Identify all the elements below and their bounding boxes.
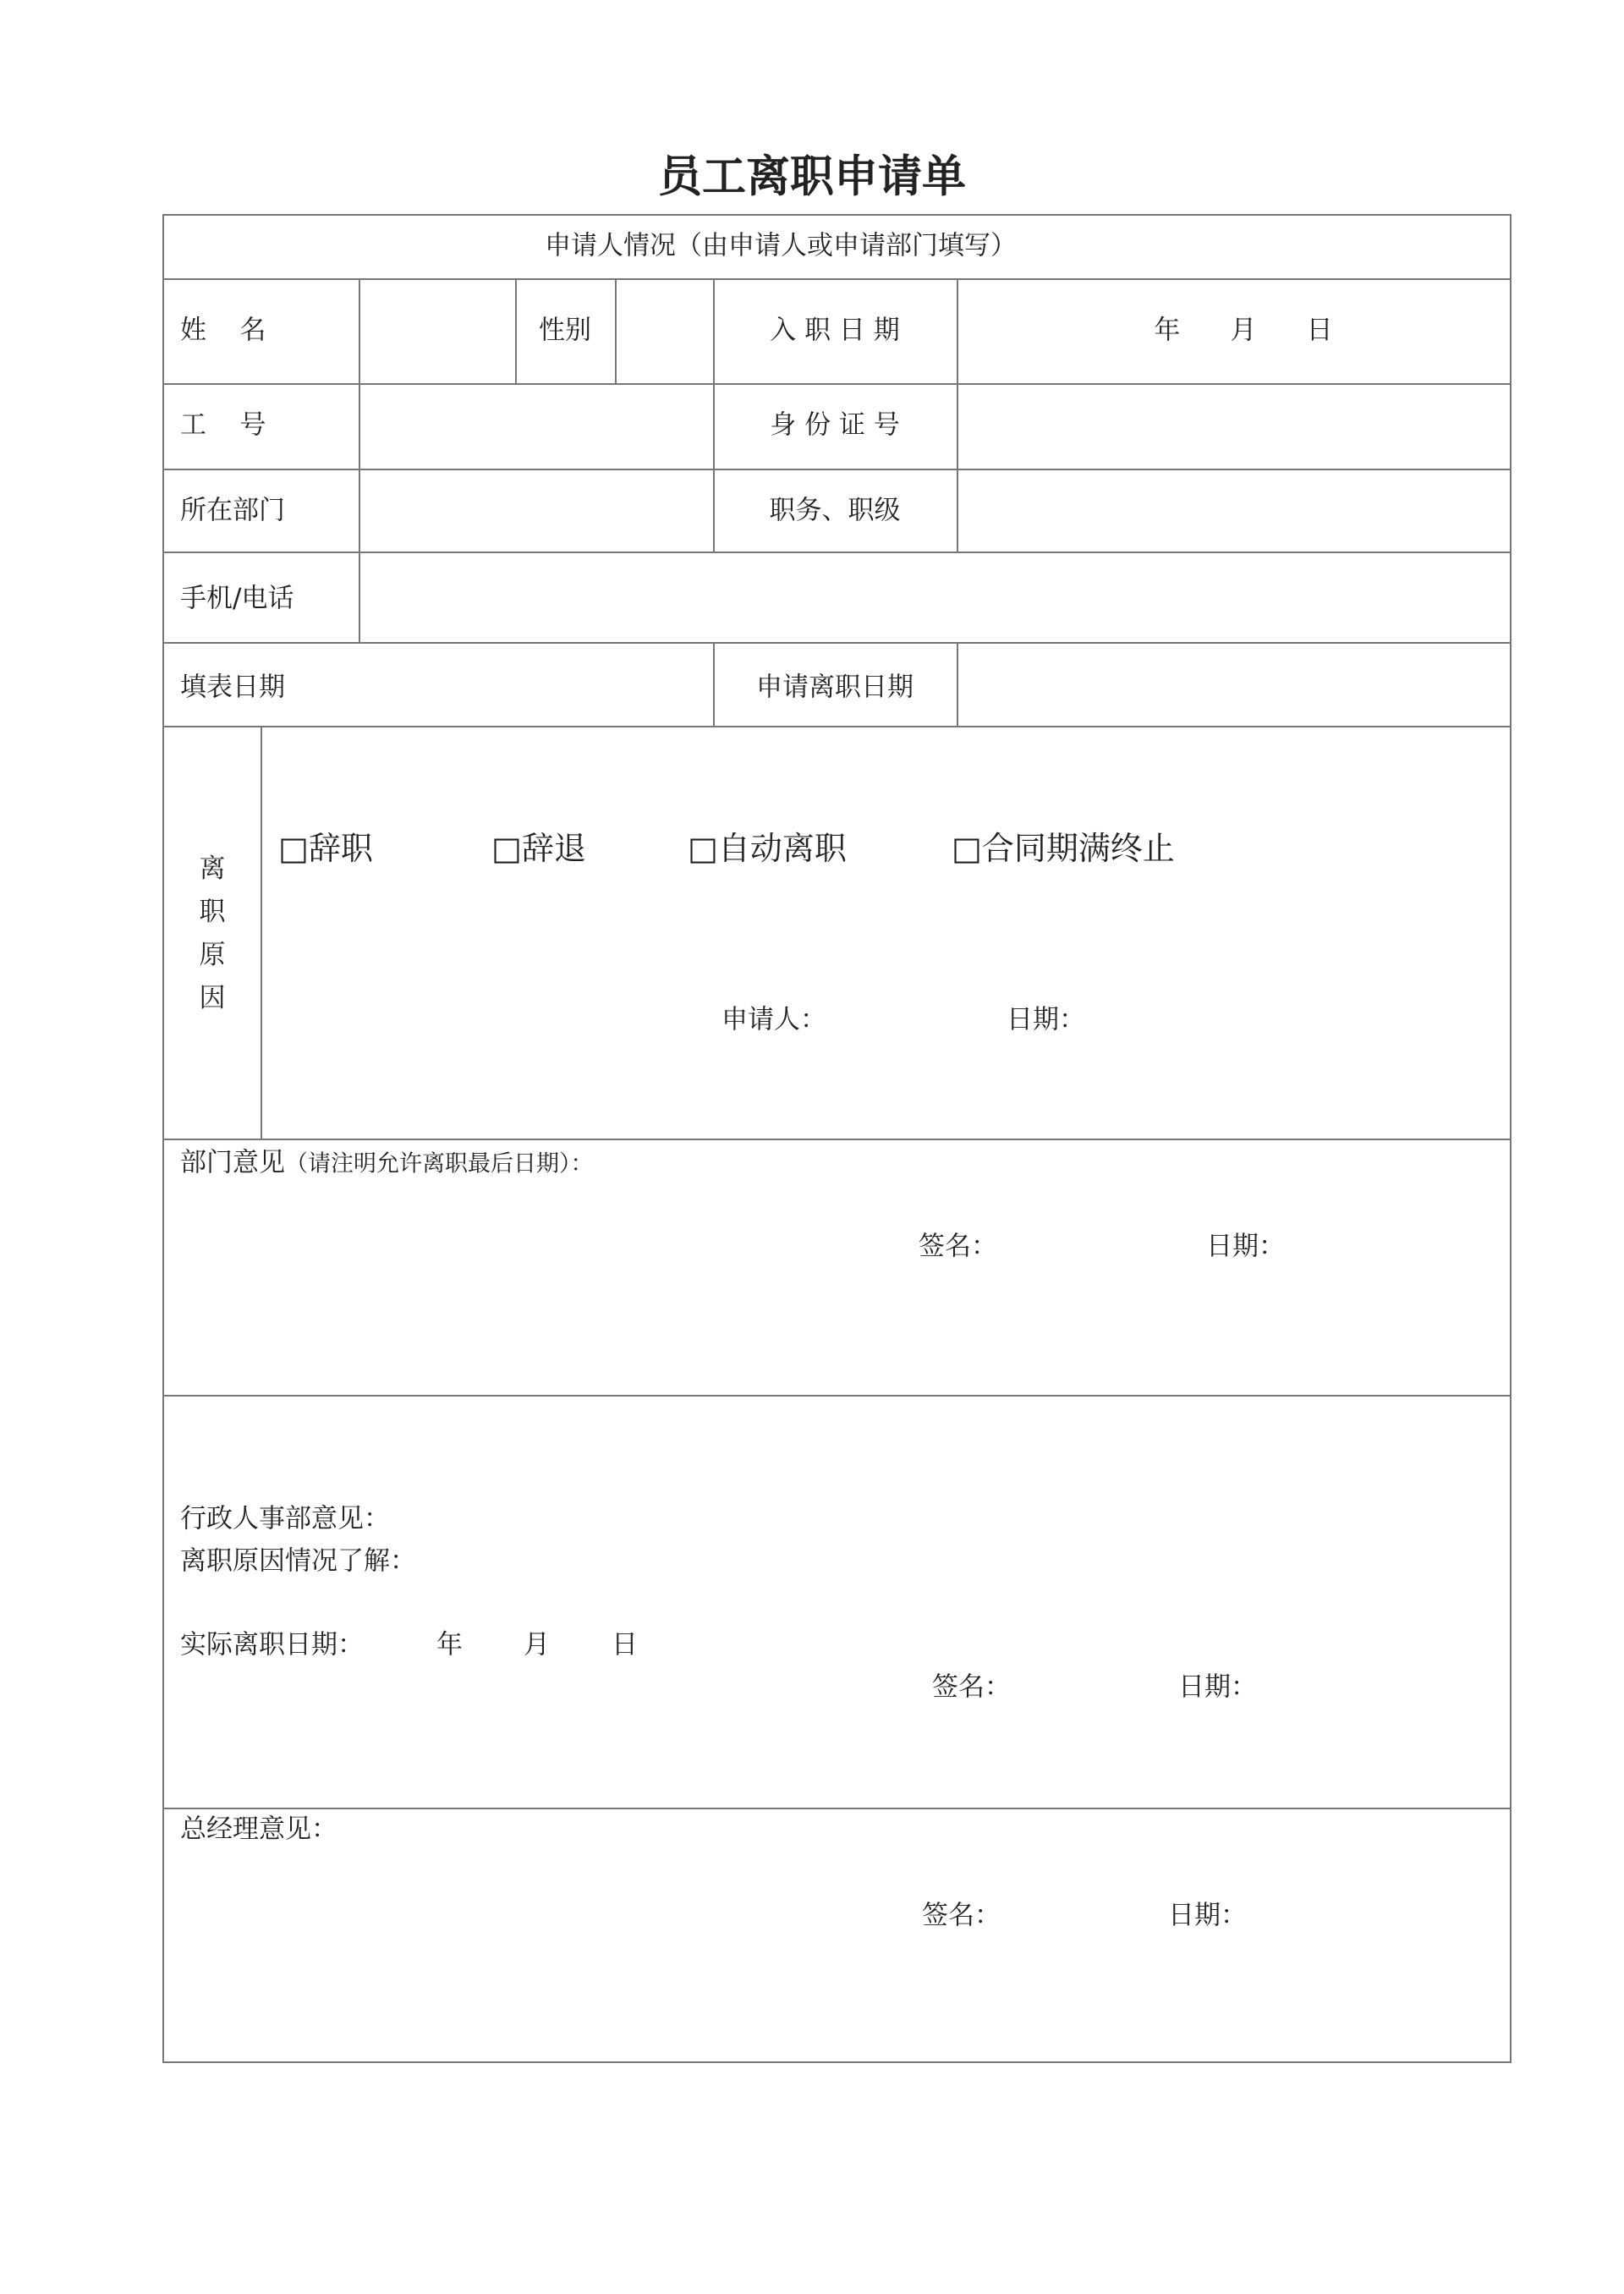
checkbox-dismissed[interactable]: □辞退 [491, 830, 586, 867]
divider [713, 278, 715, 552]
hr-signature-label: 签名： [932, 1671, 1011, 1703]
reason-understanding-label: 离职原因情况了解： [180, 1545, 416, 1577]
applicant-label: 申请人： [721, 1004, 826, 1035]
checkbox-self-leave[interactable]: □自动离职 [688, 830, 847, 867]
divider [162, 552, 1512, 553]
divider [162, 469, 1512, 470]
gm-signature-label: 签名： [922, 1900, 1001, 1931]
gender-label: 性别 [539, 315, 591, 346]
divider [957, 642, 958, 726]
checkbox-contract-end[interactable]: □合同期满终止 [952, 830, 1175, 867]
section-header: 申请人情况（由申请人或申请部门填写） [545, 230, 1017, 261]
divider [713, 642, 715, 726]
divider [359, 278, 360, 642]
dept-opinion-label [180, 1147, 594, 1178]
divider [162, 1808, 1512, 1809]
divider [957, 278, 958, 552]
divider [515, 278, 517, 383]
divider [261, 726, 262, 1139]
reason-date-label: 日期： [1007, 1004, 1085, 1035]
dept-opinion-title: 部门意见 [180, 1147, 285, 1178]
divider [162, 642, 1512, 644]
divider [162, 383, 1512, 385]
actual-date-label: 实际离职日期： [180, 1629, 364, 1660]
divider [162, 1395, 1512, 1397]
employee-id-label: 工 号 [180, 409, 266, 441]
divider [615, 278, 617, 383]
hr-opinion-label: 行政人事部意见： [180, 1503, 390, 1534]
phone-label: 手机/电话 [180, 583, 294, 614]
page-title: 员工离职申请单 [657, 151, 967, 203]
fill-date-label: 填表日期 [180, 672, 285, 703]
divider [162, 726, 1512, 727]
reason-label: 离职原因 [199, 853, 226, 1013]
dept-signature-label: 签名： [919, 1231, 997, 1262]
dept-opinion-note: （请注明允许离职最后日期）： [285, 1150, 594, 1177]
divider [162, 278, 1512, 280]
day-label: 日 [612, 1629, 638, 1660]
dept-date-label: 日期： [1206, 1231, 1285, 1262]
checkbox-resign[interactable]: □辞职 [278, 830, 373, 867]
resign-date-label: 申请离职日期 [756, 672, 914, 703]
year-label: 年 [436, 1629, 463, 1660]
divider [162, 1139, 1512, 1140]
id-number-label: 身 份 证 号 [770, 409, 900, 441]
gm-opinion-label: 总经理意见： [180, 1814, 337, 1845]
department-label: 所在部门 [180, 495, 285, 526]
hire-date-value[interactable]: 年 月 日 [1154, 315, 1333, 346]
gm-date-label: 日期： [1168, 1900, 1247, 1931]
hr-date-label: 日期： [1178, 1671, 1257, 1703]
hire-date-label: 入 职 日 期 [770, 315, 900, 346]
position-label: 职务、职级 [769, 495, 901, 526]
month-label: 月 [524, 1629, 550, 1660]
name-label: 姓 名 [180, 315, 266, 346]
